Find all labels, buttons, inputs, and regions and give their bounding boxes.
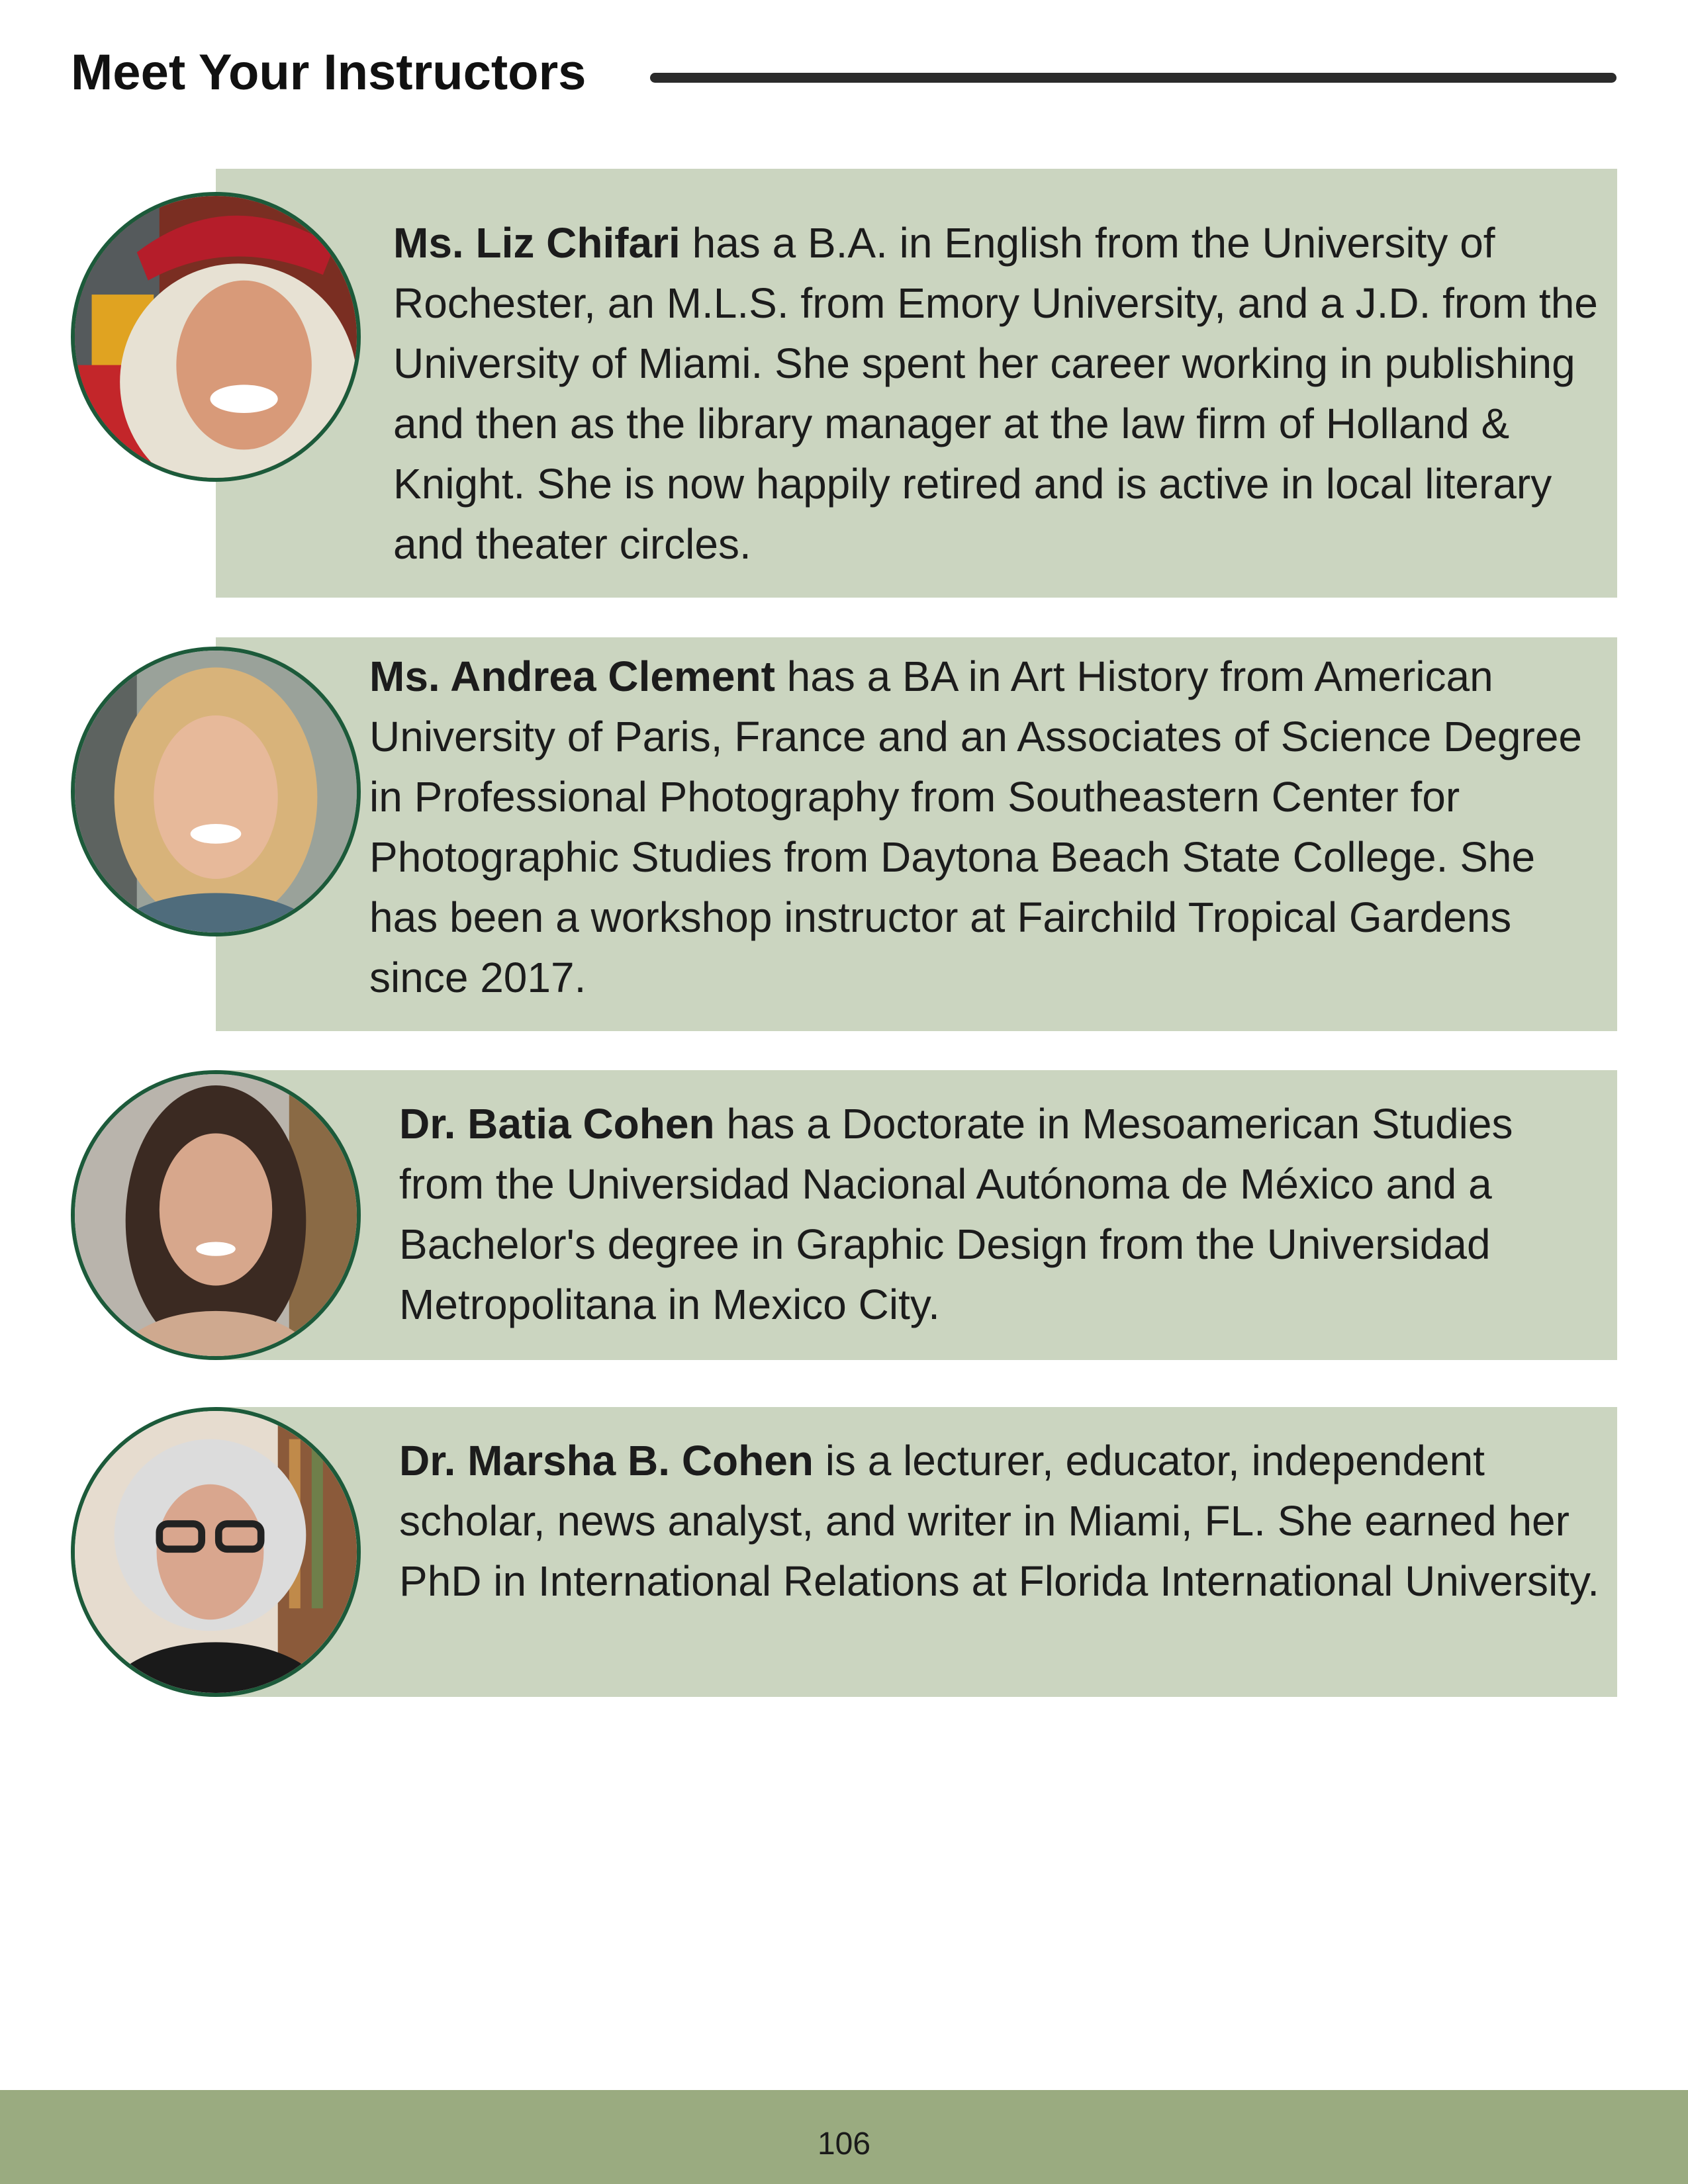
- page-title: Meet Your Instructors: [71, 44, 586, 101]
- instructor-photo-liz-chifari: [71, 192, 361, 482]
- instructor-bio-andrea-clement: [369, 647, 1601, 1008]
- instructor-bio-marsha-cohen: [399, 1431, 1611, 1612]
- instructor-bio-text: has a Doctorate in Mesoamerican Studies from the Universidad Nacional Autónoma de México and a Bachelor's degree in Graphic Design from the Universidad Metropolitana in Mexico City.: [399, 1100, 1513, 1328]
- instructor-photo-andrea-clement: [71, 647, 361, 936]
- instructor-bio-text: has a B.A. in English from the University of Rochester, an M.L.S. from Emory University, and a J.D. from the University of Miami. She spent her career working in publishing and then as the library manager at the law firm of Holland & Knight. She is now happily retired and is active in local literary and theater circles.: [393, 219, 1598, 568]
- page-number: 106: [817, 2126, 871, 2161]
- instructor-bio-text: has a BA in Art History from American University of Paris, France and an Associates of Science Degree in Professional Photography from Southeastern Center for Photographic Studies from Daytona Beach State College. She has been a workshop instructor at Fairchild Tropical Gardens since 2017.: [369, 653, 1582, 1001]
- instructor-photo-marsha-cohen: [71, 1407, 361, 1697]
- instructor-name: Dr. Marsha B. Cohen: [399, 1437, 814, 1484]
- instructor-bio-batia-cohen: [399, 1094, 1601, 1335]
- instructor-bio-liz-chifari: [393, 213, 1598, 574]
- instructor-photo-batia-cohen: [71, 1070, 361, 1360]
- instructor-name: Dr. Batia Cohen: [399, 1100, 715, 1148]
- instructor-bio-text: is a lecturer, educator, independent scholar, news analyst, and writer in Miami, FL. She earned her PhD in International Relations at Florida International University.: [399, 1437, 1600, 1605]
- instructor-name: Ms. Andrea Clement: [369, 653, 775, 700]
- title-divider: [650, 73, 1617, 83]
- footer-band: [0, 2090, 1688, 2184]
- instructor-name: Ms. Liz Chifari: [393, 219, 680, 267]
